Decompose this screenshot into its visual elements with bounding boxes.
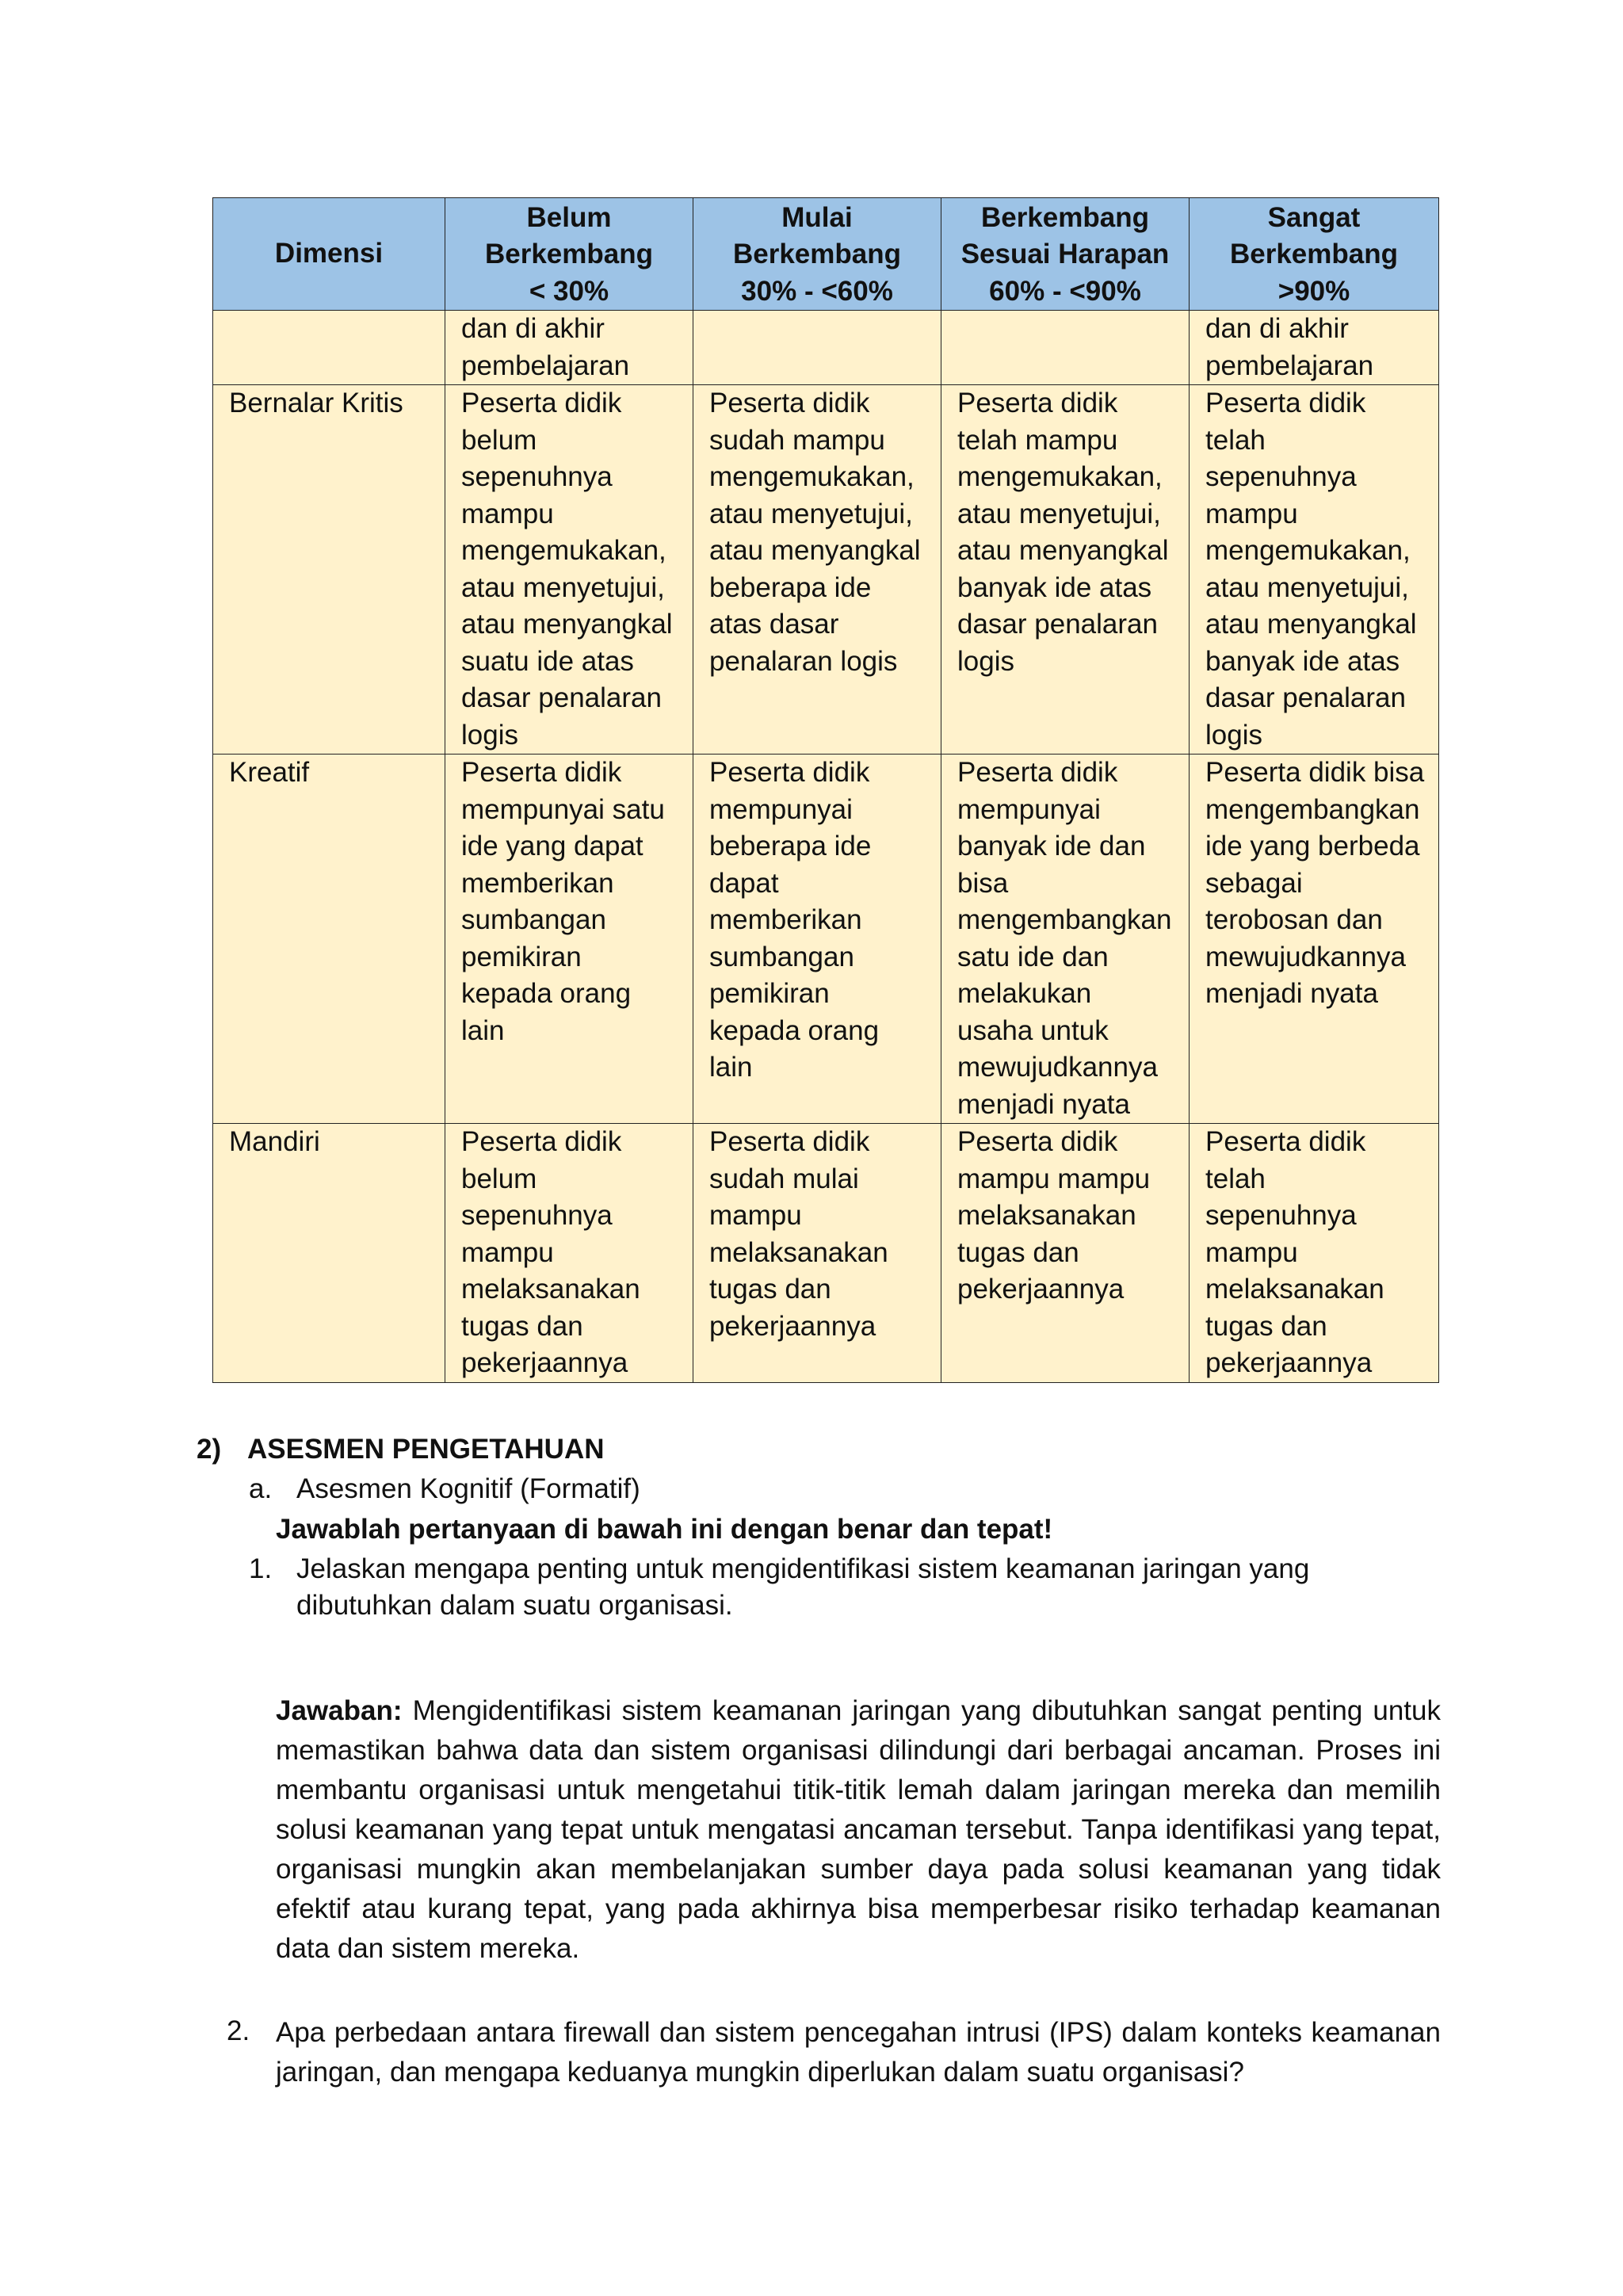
- cell-line: melaksanakan: [957, 1200, 1136, 1231]
- cell-line: sudah mulai: [709, 1163, 859, 1194]
- header-line: Berkembang: [1229, 239, 1399, 269]
- header-line: Dimensi: [274, 238, 384, 269]
- cell-line: atau menyetujui,: [709, 498, 913, 529]
- cell-mulai-berkembang: [693, 755, 941, 1124]
- header-line: Mulai: [781, 201, 853, 233]
- cell-line: logis: [957, 645, 1014, 677]
- question-1-number: 1.: [249, 1553, 273, 1584]
- cell-line: mengemukakan,: [461, 535, 666, 566]
- cell-line: Peserta didik bisa: [1205, 757, 1425, 788]
- cell-line: Kreatif: [229, 757, 310, 788]
- cell-line: suatu ide atas: [461, 645, 634, 677]
- header-line: 60% - <90%: [989, 275, 1141, 307]
- cell-line: mengembangkan: [957, 904, 1172, 935]
- table-row: [213, 1124, 1439, 1383]
- cell-line: ide yang berbeda: [1205, 831, 1420, 861]
- header-line: 30% - <60%: [741, 275, 893, 307]
- cell-line: pekerjaannya: [709, 1310, 876, 1342]
- cell-line: Peserta didik: [461, 1126, 622, 1157]
- table-body: [213, 311, 1439, 1383]
- cell-berkembang-sesuai-harapan: [941, 1124, 1190, 1383]
- cell-line: Peserta didik: [709, 1126, 870, 1157]
- cell-belum-berkembang: [445, 311, 693, 385]
- cell-line: belum: [461, 424, 537, 456]
- question-1-text: Jelaskan mengapa penting untuk mengidentifikasi sistem keamanan jaringan yang dibutuhkan dalam suatu organisasi.: [296, 1553, 1310, 1621]
- cell-line: pekerjaannya: [957, 1274, 1125, 1305]
- cell-dimensi: [213, 311, 445, 385]
- header-line: Berkembang: [484, 239, 654, 269]
- cell-line: penalaran logis: [709, 645, 898, 677]
- cell-line: sudah mampu: [709, 424, 885, 456]
- answer-label: Jawaban:: [276, 1695, 403, 1726]
- header-line: Sesuai Harapan: [960, 239, 1170, 269]
- cell-line: mampu mampu: [957, 1163, 1151, 1194]
- cell-line: dapat: [709, 867, 779, 899]
- header-line: Belum: [526, 201, 612, 233]
- instruction-text: Jawablah pertanyaan di bawah ini dengan benar dan tepat!: [276, 1514, 1053, 1545]
- cell-line: mengembangkan: [1205, 793, 1420, 825]
- cell-line: telah: [1205, 424, 1266, 456]
- cell-line: sepenuhnya: [461, 461, 613, 492]
- subsection-title: Asesmen Kognitif (Formatif): [296, 1473, 640, 1504]
- table-row: [213, 755, 1439, 1124]
- cell-line: banyak ide atas: [957, 571, 1152, 603]
- cell-line: mengemukakan,: [709, 461, 915, 492]
- cell-line: banyak ide dan: [957, 831, 1146, 861]
- table-row: [213, 311, 1439, 385]
- cell-line: Peserta didik: [957, 388, 1118, 418]
- cell-line: mempunyai: [957, 793, 1101, 825]
- cell-line: menjadi nyata: [957, 1088, 1130, 1120]
- header-berkembang-sesuai-harapan: [941, 198, 1190, 311]
- cell-line: sumbangan: [709, 941, 854, 972]
- cell-line: pemikiran: [461, 941, 582, 972]
- cell-line: tugas dan: [461, 1310, 583, 1342]
- question-2-text: Apa perbedaan antara firewall dan sistem pencegahan intrusi (IPS) dalam konteks keamanan jaringan, dan mengapa keduanya mungkin diperlukan dalam suatu organisasi?: [276, 2017, 1441, 2088]
- cell-line: Peserta didik: [957, 1126, 1118, 1157]
- cell-line: mengemukakan,: [1205, 535, 1411, 566]
- cell-line: Peserta didik: [1205, 388, 1366, 418]
- cell-berkembang-sesuai-harapan: [941, 755, 1190, 1124]
- cell-line: sebagai: [1205, 867, 1303, 899]
- cell-line: pembelajaran: [461, 350, 630, 381]
- cell-line: dan di akhir: [461, 313, 605, 344]
- question-2-number: 2.: [227, 2015, 250, 2046]
- cell-line: pekerjaannya: [461, 1347, 628, 1378]
- cell-line: memberikan: [461, 867, 614, 899]
- cell-line: menjadi nyata: [1205, 978, 1378, 1009]
- cell-berkembang-sesuai-harapan: [941, 311, 1190, 385]
- cell-dimensi: [213, 1124, 445, 1383]
- assessment-rubric-table: [212, 197, 1439, 1383]
- subsection-letter: a.: [249, 1473, 273, 1504]
- header-sangat-berkembang: [1190, 198, 1439, 311]
- cell-line: satu ide dan: [957, 941, 1109, 972]
- cell-line: tugas dan: [1205, 1310, 1327, 1342]
- cell-dimensi: [213, 755, 445, 1124]
- header-line: >90%: [1277, 275, 1350, 307]
- cell-line: dasar penalaran: [957, 609, 1158, 640]
- cell-line: sepenuhnya: [1205, 1200, 1357, 1231]
- cell-line: mempunyai satu: [461, 793, 665, 825]
- cell-line: atau menyangkal: [709, 535, 921, 566]
- cell-line: atau menyangkal: [1205, 609, 1417, 640]
- header-mulai-berkembang: [693, 198, 941, 311]
- cell-line: atas dasar: [709, 609, 839, 640]
- cell-line: Peserta didik: [709, 757, 870, 788]
- cell-line: beberapa ide: [709, 571, 872, 603]
- answer-text: Mengidentifikasi sistem keamanan jaringan yang dibutuhkan sangat penting untuk memastikan bahwa data dan sistem organisasi dilindungi dari berbagai ancaman. Proses ini membantu organisasi untuk mengetahui titik-titik lemah dalam jaringan mereka dan memilih solusi keamanan yang tepat untuk mengatasi ancaman tersebut. Tanpa identifikasi yang tepat, organisasi mungkin akan membelanjakan sumber daya pada solusi keamanan yang tidak efektif atau kurang tepat, yang pada akhirnya bisa memperbesar risiko terhadap keamanan data dan sistem mereka.: [276, 1695, 1441, 1964]
- cell-line: Peserta didik: [709, 388, 870, 418]
- cell-sangat-berkembang: [1190, 311, 1439, 385]
- cell-line: lain: [461, 1014, 505, 1046]
- cell-line: dasar penalaran: [461, 682, 662, 713]
- cell-belum-berkembang: [445, 755, 693, 1124]
- cell-line: mewujudkannya: [1205, 941, 1406, 972]
- cell-berkembang-sesuai-harapan: [941, 385, 1190, 755]
- cell-line: Bernalar Kritis: [229, 388, 403, 418]
- table-header-row: [213, 198, 1439, 311]
- cell-line: Mandiri: [229, 1126, 320, 1157]
- answer-paragraph: [276, 1691, 1441, 1969]
- cell-line: telah: [1205, 1163, 1266, 1194]
- cell-dimensi: [213, 385, 445, 755]
- cell-line: sepenuhnya: [461, 1200, 613, 1231]
- cell-line: kepada orang: [461, 978, 632, 1009]
- cell-line: Peserta didik: [957, 757, 1118, 788]
- cell-line: sepenuhnya: [1205, 461, 1357, 492]
- header-line: Berkembang: [980, 201, 1150, 233]
- cell-line: lain: [709, 1052, 753, 1083]
- cell-line: mampu: [1205, 498, 1298, 529]
- cell-line: pemikiran: [709, 978, 830, 1009]
- cell-line: melaksanakan: [1205, 1274, 1384, 1305]
- cell-line: tugas dan: [957, 1236, 1079, 1268]
- cell-line: sumbangan: [461, 904, 606, 935]
- cell-line: atau menyangkal: [957, 535, 1169, 566]
- cell-line: mempunyai: [709, 793, 853, 825]
- cell-sangat-berkembang: [1190, 1124, 1439, 1383]
- cell-line: atau menyangkal: [461, 609, 673, 640]
- cell-line: dan di akhir: [1205, 313, 1349, 344]
- cell-line: dasar penalaran: [1205, 682, 1406, 713]
- cell-line: mampu: [461, 1236, 554, 1268]
- cell-line: Peserta didik: [461, 757, 622, 788]
- cell-line: logis: [1205, 719, 1262, 751]
- cell-line: atau menyetujui,: [461, 571, 665, 603]
- header-line: < 30%: [529, 275, 609, 307]
- cell-mulai-berkembang: [693, 311, 941, 385]
- header-line: Berkembang: [732, 239, 902, 269]
- header-dimensi: [213, 198, 445, 311]
- cell-line: belum: [461, 1163, 537, 1194]
- cell-line: logis: [461, 719, 518, 751]
- cell-line: mampu: [709, 1200, 802, 1231]
- cell-line: melaksanakan: [461, 1274, 640, 1305]
- cell-line: mampu: [461, 498, 554, 529]
- cell-mulai-berkembang: [693, 1124, 941, 1383]
- header-line: Sangat: [1267, 201, 1361, 233]
- cell-line: mampu: [1205, 1236, 1298, 1268]
- cell-sangat-berkembang: [1190, 385, 1439, 755]
- section-title: ASESMEN PENGETAHUAN: [247, 1434, 605, 1465]
- cell-line: banyak ide atas: [1205, 645, 1400, 677]
- cell-belum-berkembang: [445, 1124, 693, 1383]
- table-row: [213, 385, 1439, 755]
- cell-line: tugas dan: [709, 1274, 831, 1305]
- cell-line: melaksanakan: [709, 1236, 888, 1268]
- cell-line: melakukan: [957, 978, 1092, 1009]
- cell-line: memberikan: [709, 904, 862, 935]
- header-belum-berkembang: [445, 198, 693, 311]
- cell-line: ide yang dapat: [461, 831, 643, 861]
- cell-line: mengemukakan,: [957, 461, 1163, 492]
- cell-mulai-berkembang: [693, 385, 941, 755]
- cell-belum-berkembang: [445, 385, 693, 755]
- cell-line: atau menyetujui,: [1205, 571, 1409, 603]
- section-number: 2): [197, 1434, 222, 1465]
- cell-line: Peserta didik: [1205, 1126, 1366, 1157]
- cell-line: beberapa ide: [709, 831, 872, 861]
- cell-line: bisa: [957, 867, 1009, 899]
- cell-line: atau menyetujui,: [957, 498, 1161, 529]
- cell-line: usaha untuk: [957, 1014, 1109, 1046]
- cell-line: kepada orang: [709, 1014, 880, 1046]
- cell-sangat-berkembang: [1190, 755, 1439, 1124]
- cell-line: terobosan dan: [1205, 904, 1383, 935]
- cell-line: pekerjaannya: [1205, 1347, 1373, 1378]
- cell-line: Peserta didik: [461, 388, 622, 418]
- cell-line: pembelajaran: [1205, 350, 1374, 381]
- cell-line: mewujudkannya: [957, 1052, 1158, 1083]
- cell-line: telah mampu: [957, 424, 1118, 456]
